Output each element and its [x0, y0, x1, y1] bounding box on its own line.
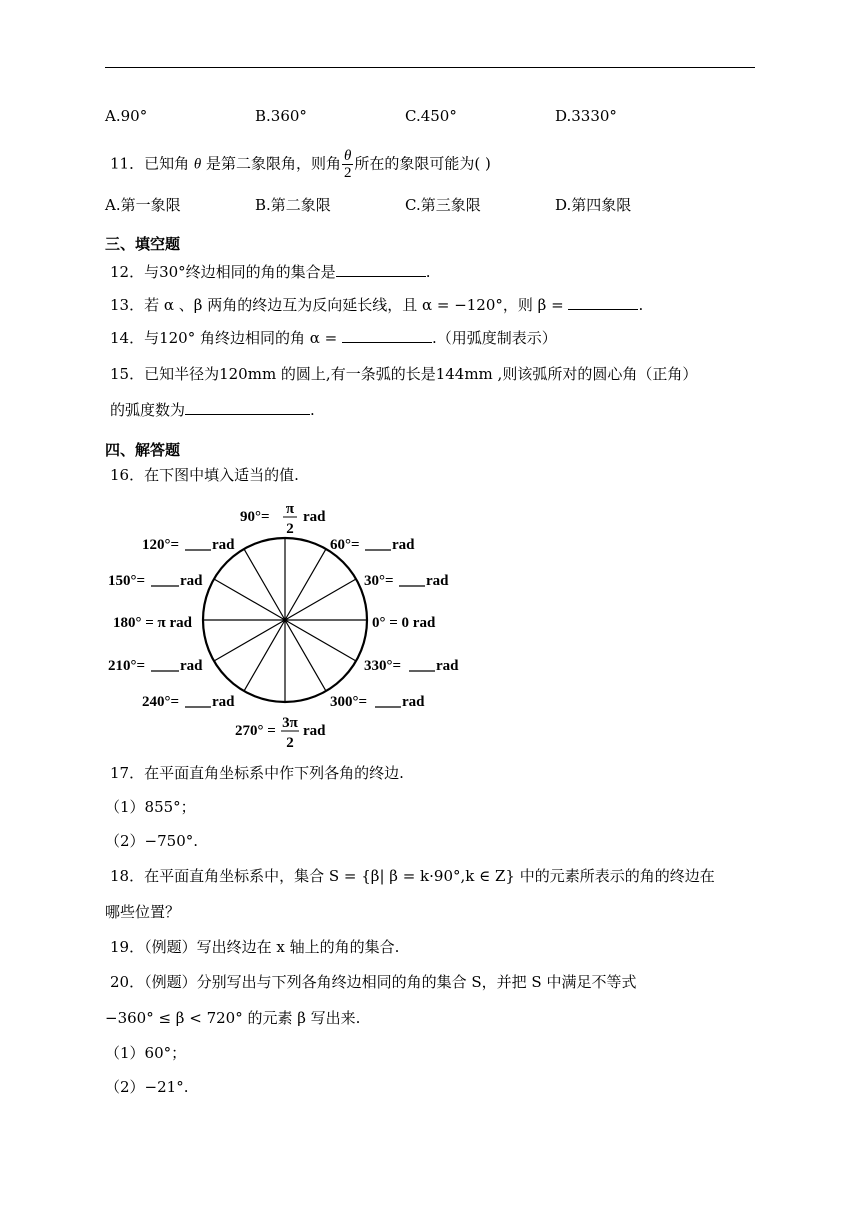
- q11-option-b: B.第二象限: [255, 196, 331, 214]
- q17: 17．在平面直角坐标系中作下列各角的终边.: [110, 764, 404, 782]
- label-240-rad: rad: [212, 694, 235, 710]
- label-90-den: 2: [286, 521, 294, 537]
- label-120-rad: rad: [212, 537, 235, 553]
- label-210: 210°=: [108, 658, 146, 674]
- q16: 16．在下图中填入适当的值.: [110, 466, 299, 484]
- label-90: 90°=: [240, 509, 270, 525]
- q10-option-b: B.360°: [255, 107, 307, 125]
- label-60-rad: rad: [392, 537, 415, 553]
- q20-part1: （1）60°；: [105, 1044, 187, 1062]
- q15-line1: 15．已知半径为120mm 的圆上,有一条弧的长是144mm ,则该弧所对的圆心角（正角）: [110, 365, 698, 383]
- q11-option-c: C.第三象限: [405, 196, 481, 214]
- label-150-rad: rad: [180, 573, 203, 589]
- label-300-rad: rad: [402, 694, 425, 710]
- radius-line-60: [285, 549, 326, 620]
- q18-line2: 哪些位置？: [105, 903, 181, 921]
- label-60: 60°=: [330, 537, 360, 553]
- header-rule: [105, 67, 755, 68]
- label-0: 0° = 0 rad: [372, 615, 436, 631]
- theta-over-2-fraction: $\frac{\theta}{2}$: [343, 148, 352, 181]
- q12: 12．与30°终边相同的角的集合是 .: [110, 263, 431, 281]
- q10-option-a: A.90°: [105, 107, 148, 125]
- label-120: 120°=: [142, 537, 180, 553]
- radius-line-210: [214, 620, 285, 661]
- q11-stem: 11．已知角 θ 是第二象限角，则角 $\frac{\theta}{2}$ 所在的象限可能为( ): [110, 148, 491, 181]
- radius-line-330: [285, 620, 356, 661]
- label-300: 300°=: [330, 694, 368, 710]
- label-270: 270° =: [235, 723, 276, 739]
- label-270-den: 2: [286, 735, 294, 750]
- label-90-num: π: [285, 501, 295, 517]
- q10-option-c: C.450°: [405, 107, 457, 125]
- label-270-rad: rad: [303, 723, 326, 739]
- label-180: 180° = π rad: [113, 615, 193, 631]
- q19: 19．（例题）写出终边在 x 轴上的角的集合.: [110, 938, 400, 956]
- label-330-rad: rad: [436, 658, 459, 674]
- label-270-num: 3π: [282, 715, 298, 731]
- q13: 13．若 α 、β 两角的终边互为反向延长线，且 α = −120°，则 β = .: [110, 296, 644, 314]
- label-210-rad: rad: [180, 658, 203, 674]
- q20-line2: −360° ≤ β < 720° 的元素 β 写出来.: [105, 1009, 361, 1027]
- radius-line-240: [244, 620, 285, 691]
- radius-line-150: [214, 579, 285, 620]
- q17-part1: （1）855°；: [105, 798, 196, 816]
- radius-line-300: [285, 620, 326, 691]
- unit-circle-diagram: [100, 495, 480, 750]
- label-150: 150°=: [108, 573, 146, 589]
- q14: 14．与120° 角终边相同的角 α = .（用弧度制表示）: [110, 329, 557, 347]
- label-30-rad: rad: [426, 573, 449, 589]
- q17-part2: （2）−750°.: [105, 832, 199, 850]
- label-90-rad: rad: [303, 509, 326, 525]
- label-240: 240°=: [142, 694, 180, 710]
- q20-part2: （2）−21°.: [105, 1078, 189, 1096]
- q11-option-a: A.第一象限: [105, 196, 181, 214]
- radius-line-120: [244, 549, 285, 620]
- label-330: 330°=: [364, 658, 402, 674]
- q11-option-d: D.第四象限: [555, 196, 632, 214]
- q10-option-d: D.3330°: [555, 107, 617, 125]
- q20-line1: 20．（例题）分别写出与下列各角终边相同的角的集合 S，并把 S 中满足不等式: [110, 973, 637, 991]
- q15-line2: 的弧度数为 .: [110, 401, 315, 419]
- section-solutions: 四、解答题: [105, 441, 181, 459]
- label-30: 30°=: [364, 573, 394, 589]
- q18-line1: 18．在平面直角坐标系中，集合 S = {β| β = k·90°,k ∈ Z} 中的元素所表示的角的终边在: [110, 867, 715, 885]
- section-fill-in: 三、填空题: [105, 235, 181, 253]
- radius-line-30: [285, 579, 356, 620]
